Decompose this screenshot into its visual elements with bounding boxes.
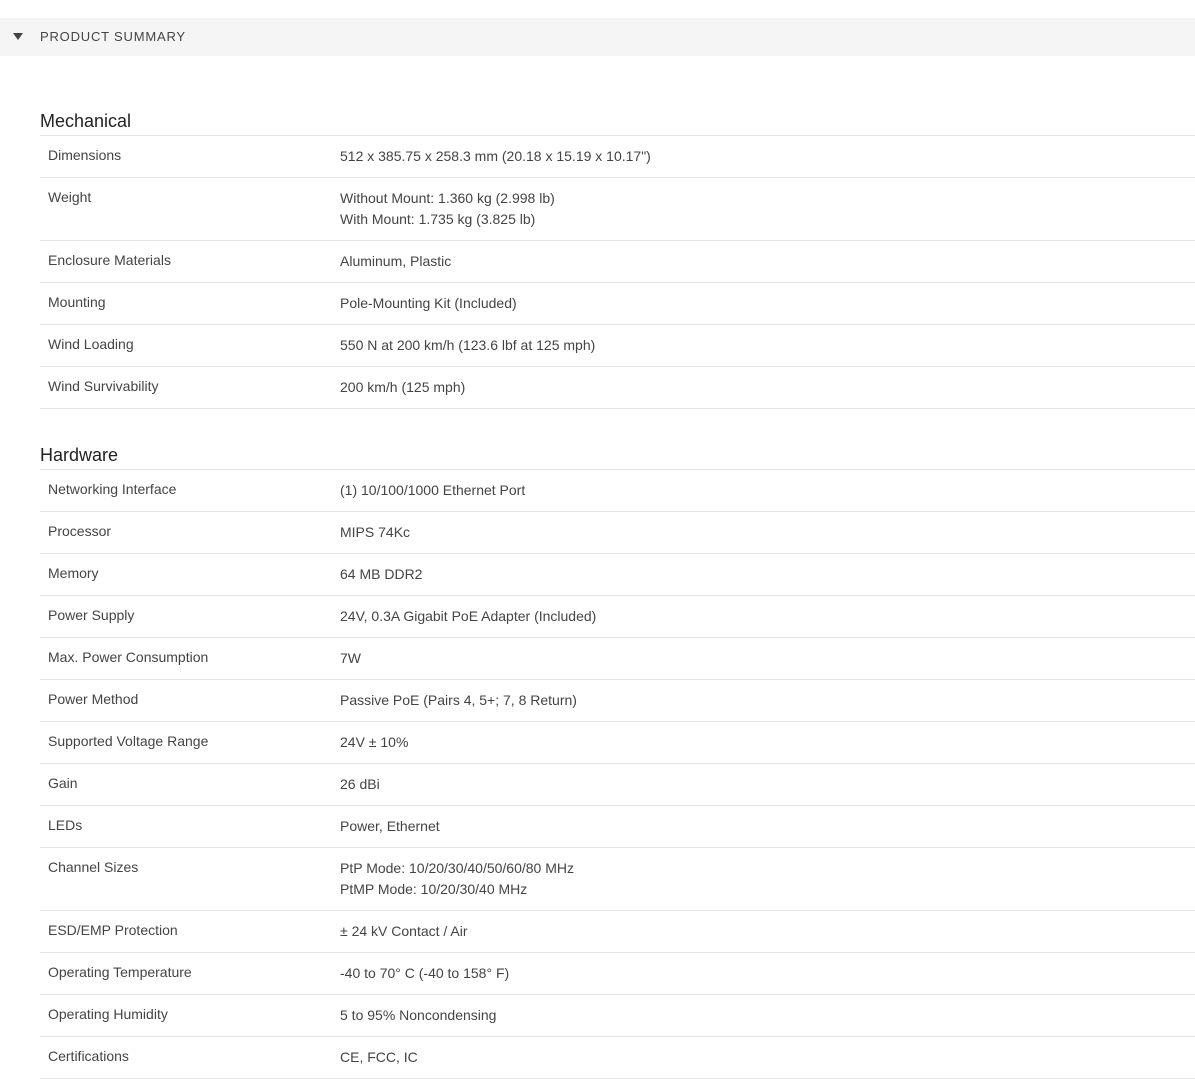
spec-row [40, 806, 1195, 848]
product-summary-title: PRODUCT SUMMARY [40, 29, 186, 44]
spec-row [40, 680, 1195, 722]
spec-row [40, 241, 1195, 283]
spec-value [340, 325, 1195, 367]
spec-value-line: MIPS 74Kc [340, 524, 411, 540]
spec-value-line: 5 to 95% Noncondensing [340, 1007, 497, 1023]
spec-value-line: Aluminum, Plastic [340, 253, 452, 269]
spec-value-line: 550 N at 200 km/h (123.6 lbf at 125 mph) [340, 337, 596, 353]
spec-label: Power Method [48, 691, 139, 707]
spec-row [40, 367, 1195, 409]
spec-row [40, 178, 1195, 241]
spec-label: Mounting [48, 294, 106, 310]
spec-value [340, 995, 1195, 1037]
spec-value [340, 806, 1195, 848]
spec-value [340, 178, 1195, 241]
spec-label: ESD/EMP Protection [48, 922, 178, 938]
spec-value [340, 848, 1195, 911]
spec-value-line: PtP Mode: 10/20/30/40/50/60/80 MHz [340, 860, 575, 876]
spec-value [340, 764, 1195, 806]
spec-label: Memory [48, 565, 99, 581]
spec-value-line: Without Mount: 1.360 kg (2.998 lb) [340, 190, 555, 206]
spec-label: Operating Temperature [48, 964, 192, 980]
spec-row [40, 325, 1195, 367]
spec-value [340, 1037, 1195, 1079]
spec-row [40, 554, 1195, 596]
spec-value-line: 512 x 385.75 x 258.3 mm (20.18 x 15.19 x 10.17") [340, 148, 651, 164]
spec-value-line: 26 dBi [340, 776, 380, 792]
spec-value [340, 911, 1195, 953]
spec-label: Power Supply [48, 607, 135, 623]
spec-row [40, 995, 1195, 1037]
spec-value [340, 283, 1195, 325]
spec-label: Enclosure Materials [48, 252, 171, 268]
spec-value [340, 554, 1195, 596]
spec-row [40, 722, 1195, 764]
spec-label: Channel Sizes [48, 859, 139, 875]
spec-label: Gain [48, 775, 78, 791]
spec-value [340, 470, 1195, 512]
spec-value-line: With Mount: 1.735 kg (3.825 lb) [340, 211, 536, 227]
caret-down-icon [13, 33, 23, 40]
mechanical-section [40, 108, 1195, 409]
section-title: Hardware [40, 442, 1195, 470]
spec-value [340, 596, 1195, 638]
spec-value-line: 24V ± 10% [340, 734, 409, 750]
spec-value [340, 512, 1195, 554]
spec-label: Supported Voltage Range [48, 733, 209, 749]
spec-value [340, 638, 1195, 680]
spec-value-line: 64 MB DDR2 [340, 566, 423, 582]
spec-label: LEDs [48, 817, 83, 833]
spec-value [340, 367, 1195, 409]
spec-value-line: Passive PoE (Pairs 4, 5+; 7, 8 Return) [340, 692, 577, 708]
spec-label: Dimensions [48, 147, 122, 163]
spec-row [40, 136, 1195, 178]
spec-value [340, 136, 1195, 178]
spec-row [40, 283, 1195, 325]
spec-row [40, 764, 1195, 806]
spec-value-line: Power, Ethernet [340, 818, 440, 834]
spec-value [340, 680, 1195, 722]
spec-label: Weight [48, 189, 92, 205]
spec-row [40, 911, 1195, 953]
hardware-section [40, 442, 1195, 1079]
spec-row [40, 638, 1195, 680]
spec-row [40, 596, 1195, 638]
spec-value [340, 953, 1195, 995]
spec-label: Processor [48, 523, 112, 539]
spec-value-line: CE, FCC, IC [340, 1049, 418, 1065]
spec-label: Certifications [48, 1048, 129, 1064]
spec-value-line: PtMP Mode: 10/20/30/40 MHz [340, 881, 528, 897]
spec-row [40, 848, 1195, 911]
spec-value-line: 24V, 0.3A Gigabit PoE Adapter (Included) [340, 608, 597, 624]
spec-row [40, 1037, 1195, 1079]
spec-value-line: -40 to 70° C (-40 to 158° F) [340, 965, 510, 981]
spec-value-line: ± 24 kV Contact / Air [340, 923, 468, 939]
spec-value-line: 7W [340, 650, 361, 666]
spec-row [40, 512, 1195, 554]
mechanical-spec-table [40, 136, 1195, 409]
spec-value-line: Pole-Mounting Kit (Included) [340, 295, 517, 311]
spec-label: Wind Survivability [48, 378, 159, 394]
spec-value [340, 722, 1195, 764]
product-summary-toggle[interactable] [0, 18, 1195, 56]
spec-row [40, 470, 1195, 512]
spec-value [340, 241, 1195, 283]
spec-label: Max. Power Consumption [48, 649, 209, 665]
spec-label: Operating Humidity [48, 1006, 168, 1022]
hardware-spec-table [40, 470, 1195, 1079]
spec-row [40, 953, 1195, 995]
spec-label: Networking Interface [48, 481, 177, 497]
section-title: Mechanical [40, 108, 1195, 136]
spec-value-line: (1) 10/100/1000 Ethernet Port [340, 482, 526, 498]
spec-value-line: 200 km/h (125 mph) [340, 379, 466, 395]
spec-label: Wind Loading [48, 336, 134, 352]
